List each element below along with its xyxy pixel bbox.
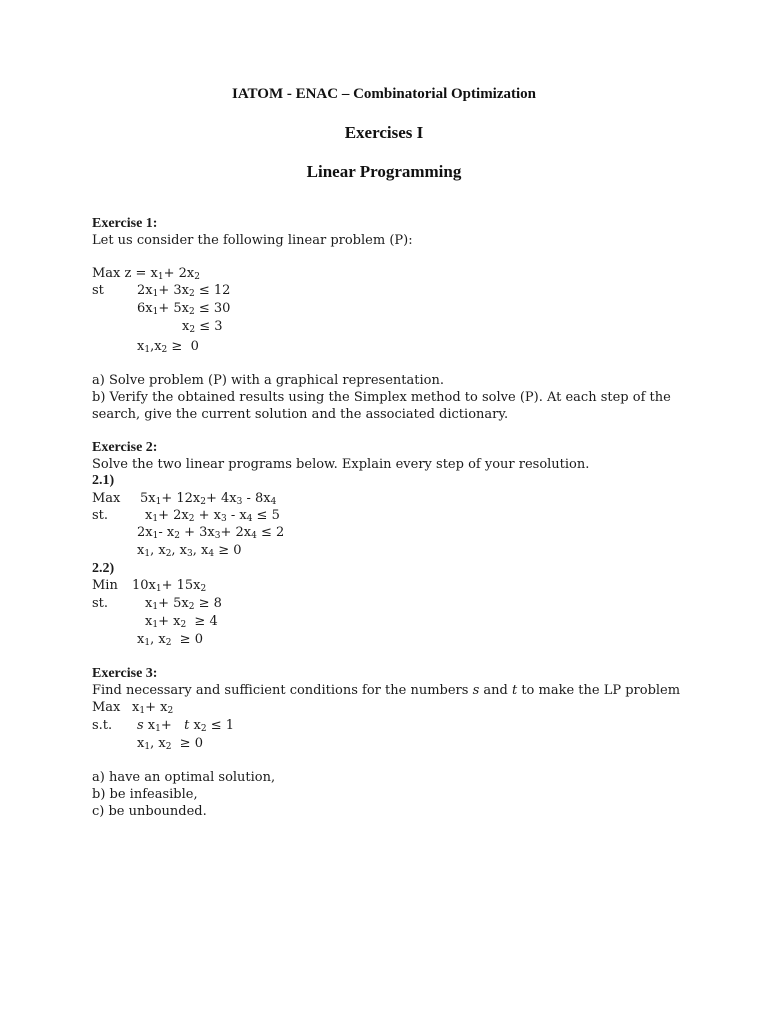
page-subtitle: Linear Programming [306, 162, 462, 181]
exercise-2-heading: Exercise 2: [92, 440, 158, 455]
exercise-3-intro [92, 682, 680, 699]
st-label-3: s.t. [92, 718, 113, 733]
problem-2-1-label: 2.1) [92, 473, 115, 488]
problem-2-2-label: 2.2) [92, 561, 115, 576]
max-label-3: Max [92, 700, 121, 715]
exercise-3-part-b: b) be infeasible, [92, 787, 198, 802]
exercise-1-intro: Let us consider the following linear problem (P): [92, 233, 413, 248]
objective-2-2: $10x_1+ 15x_2$ [132, 578, 207, 594]
max-label: Max [92, 491, 121, 506]
intro-text-b: to make the LP problem [517, 683, 681, 698]
page-title: Exercises I [344, 123, 424, 142]
non-negativity-2-1: $x_1$, $x_2$, $x_3$, $x_4 \ge 0$ [137, 543, 242, 559]
constraint-3: $x_2 \le 3$ [182, 319, 223, 335]
objective-function: Max $z = x_1+ 2x_2$ [92, 266, 200, 282]
constraint-2-2-a: $x_1+ 5x_2 \ge 8$ [145, 596, 222, 612]
constraint-3-a: s $x_1+ t$ $x_2 \le 1$ [137, 718, 235, 734]
exercise-1-part-b-line2: search, give the current solution and the associated dictionary. [92, 407, 509, 422]
exercise-1-part-a: a) Solve problem (P) with a graphical representation. [92, 373, 444, 388]
constraint-2: $6x_1+ 5x_2 \le 30$ [137, 301, 231, 317]
non-negativity: $x_1,x_2 \ge 0$ [137, 339, 199, 355]
course-header: IATOM - ENAC – Combinatorial Optimization [231, 86, 537, 102]
exercise-3-heading: Exercise 3: [92, 666, 158, 681]
exercise-3-part-c: c) be unbounded. [92, 804, 207, 819]
exercise-3-part-a: a) have an optimal solution, [92, 770, 276, 785]
var-s: s [472, 683, 480, 698]
st-label-2-2: st. [92, 596, 109, 611]
var-t: t [511, 683, 518, 698]
objective-2-1: $5x_1+ 12x_2+ 4x_3 - 8x_4$ [140, 491, 277, 507]
exercise-1-part-b-line1: b) Verify the obtained results using the Simplex method to solve (P). At each step of the [92, 390, 671, 405]
constraint-2-1-b: $2x_1-$ $x_2 + 3x_3+ 2x_4 \le 2$ [137, 525, 285, 541]
st-label: st [92, 283, 104, 298]
non-negativity-3: $x_1$, $x_2 \ge 0$ [137, 736, 203, 752]
st-label-2-1: st. [92, 508, 109, 523]
min-label: Min [92, 578, 118, 593]
intro-text-a: Find necessary and sufficient conditions for the numbers [92, 683, 473, 698]
objective-label: Max z = x [92, 266, 158, 281]
constraint-2-1-a: $x_1+ 2x_2 + x_3 - x_4 \le 5$ [145, 508, 280, 524]
exercise-2-intro: Solve the two linear programs below. Explain every step of your resolution. [92, 457, 590, 472]
non-negativity-2-2: $x_1$, $x_2 \ge 0$ [137, 632, 203, 648]
intro-text-and: and [479, 683, 512, 698]
constraint-2-2-b: $x_1+ x_2 \ge 4$ [145, 614, 218, 630]
constraint-1: $2x_1+ 3x_2 \le 12$ [137, 283, 231, 299]
exercise-1-heading: Exercise 1: [92, 216, 158, 231]
objective-3: $x_1+ x_2$ [132, 700, 174, 716]
